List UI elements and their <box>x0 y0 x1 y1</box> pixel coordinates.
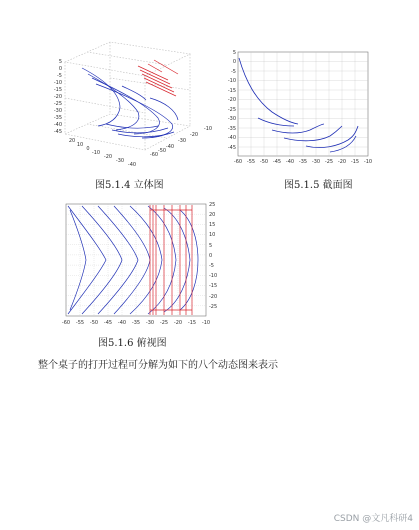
figure-top-view <box>56 200 224 330</box>
x-tick: 0 <box>86 146 90 152</box>
z-tick: -25 <box>53 101 62 107</box>
z-tick: -10 <box>53 80 62 86</box>
y-tick: 5 <box>232 50 236 56</box>
x-tick: -10 <box>91 150 101 156</box>
z-tick: -15 <box>53 87 62 93</box>
y-tick: 25 <box>209 202 216 208</box>
x-tick: -40 <box>117 320 127 326</box>
x-tick: -20 <box>173 320 183 326</box>
figure-caption-3d: 图5.1.4 立体图 <box>95 180 164 191</box>
figure-cross-section <box>226 46 376 170</box>
z-tick: -35 <box>53 115 62 121</box>
y-tick: -30 <box>227 116 236 122</box>
y-tick: -15 <box>227 88 236 94</box>
z-tick: -45 <box>53 129 62 135</box>
y-tick: -20 <box>189 132 199 138</box>
z-tick: -5 <box>57 73 62 79</box>
y-tick: -5 <box>209 263 214 269</box>
x-tick: -35 <box>131 320 141 326</box>
3d-red-curves <box>138 60 178 96</box>
y-tick: -10 <box>209 273 218 279</box>
x-tick: -30 <box>115 158 125 164</box>
y-tick: -60 <box>149 152 159 158</box>
3d-blue-curves <box>82 68 178 138</box>
y-tick: 5 <box>209 243 213 249</box>
x-tick: -30 <box>145 320 155 326</box>
x-tick: -10 <box>363 159 373 165</box>
y-tick: -40 <box>227 135 236 141</box>
x-tick: -10 <box>201 320 211 326</box>
y-tick: -50 <box>157 148 167 154</box>
y-tick: -35 <box>227 126 236 132</box>
x-tick: -45 <box>103 320 113 326</box>
y-tick: -30 <box>177 138 187 144</box>
y-tick: -10 <box>227 78 236 84</box>
x-tick: -40 <box>285 159 295 165</box>
x-tick: -20 <box>337 159 347 165</box>
x-tick: -60 <box>233 159 243 165</box>
x-tick: -15 <box>187 320 197 326</box>
figure-caption-section: 图5.1.5 截面图 <box>284 180 353 191</box>
x-tick: -25 <box>324 159 334 165</box>
body-paragraph: 整个桌子的打开过程可分解为如下的八个动态图来表示 <box>38 360 278 371</box>
y-tick: -40 <box>165 144 175 150</box>
x-tick: -55 <box>246 159 256 165</box>
x-tick: -50 <box>89 320 99 326</box>
x-tick: 10 <box>76 142 84 148</box>
x-tick: -25 <box>159 320 169 326</box>
y-tick: -25 <box>209 304 218 310</box>
y-tick: -20 <box>209 294 218 300</box>
y-tick: -20 <box>227 97 236 103</box>
y-tick: -45 <box>227 145 236 151</box>
y-tick: 15 <box>209 222 216 228</box>
y-tick: -15 <box>209 283 218 289</box>
z-tick: 0 <box>58 66 62 72</box>
z-tick: 5 <box>58 59 62 65</box>
z-tick: -40 <box>53 122 62 128</box>
y-tick: 0 <box>209 253 213 259</box>
x-tick: -35 <box>298 159 308 165</box>
x-tick: -50 <box>259 159 269 165</box>
z-tick: -20 <box>53 94 62 100</box>
x-tick: 20 <box>68 138 76 144</box>
figure-3d-view <box>50 38 225 170</box>
y-tick: -5 <box>231 69 236 75</box>
x-tick: -30 <box>311 159 321 165</box>
figure-caption-top-view: 图5.1.6 俯视图 <box>98 338 167 349</box>
x-tick: -15 <box>350 159 360 165</box>
y-tick: 10 <box>209 232 216 238</box>
z-tick: -30 <box>53 108 62 114</box>
y-tick: -25 <box>227 107 236 113</box>
y-tick: -10 <box>203 126 213 132</box>
x-tick: -55 <box>75 320 85 326</box>
y-tick: 0 <box>232 59 236 65</box>
watermark: CSDN @文凡科研4 <box>333 514 413 524</box>
x-tick: -20 <box>103 154 113 160</box>
x-tick: -40 <box>127 162 137 168</box>
y-tick: 20 <box>209 212 216 218</box>
x-tick: -45 <box>272 159 282 165</box>
x-tick: -60 <box>61 320 71 326</box>
